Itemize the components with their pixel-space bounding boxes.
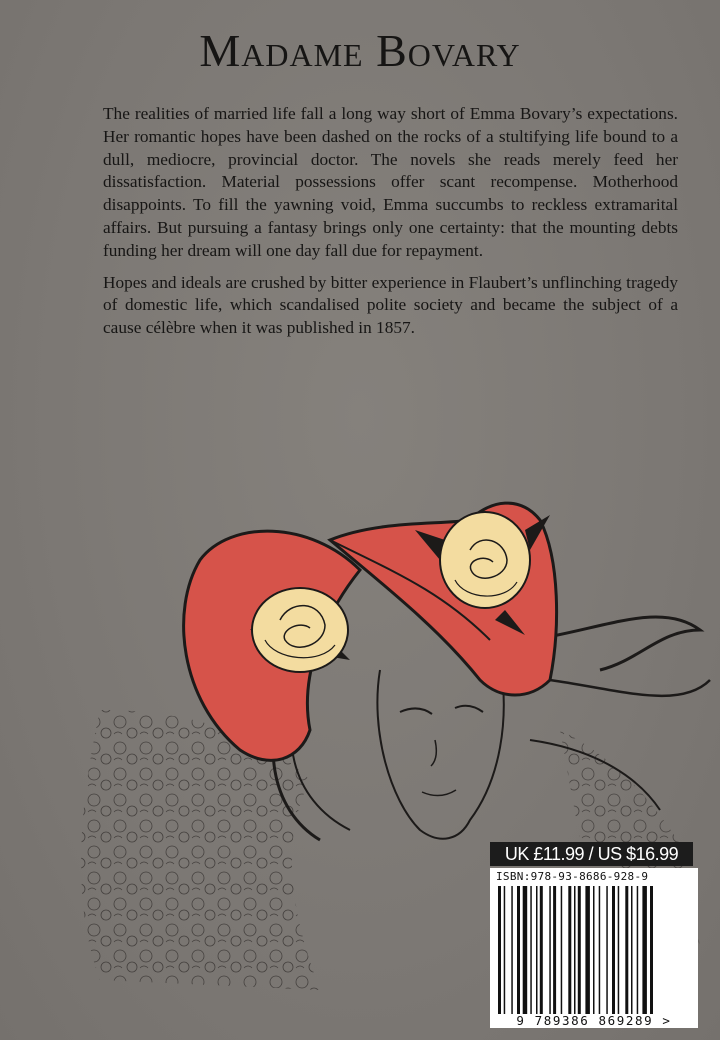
barcode-bar [612, 886, 615, 1014]
face-outline [377, 660, 503, 839]
barcode-bar [618, 886, 620, 1014]
barcode-bar [606, 886, 608, 1014]
barcode [490, 868, 698, 1028]
barcode-bar [593, 886, 595, 1014]
barcode-bar [585, 886, 590, 1014]
barcode-bar [625, 886, 628, 1014]
barcode-bar [574, 886, 576, 1014]
barcode-bar [498, 886, 501, 1014]
barcode-bar [578, 886, 581, 1014]
barcode-bar [536, 886, 538, 1014]
barcode-bar [530, 886, 532, 1014]
barcode-bar [599, 886, 601, 1014]
barcode-bar [504, 886, 506, 1014]
barcode-bar [540, 886, 543, 1014]
barcode-bar [511, 886, 513, 1014]
barcode-bar [523, 886, 528, 1014]
barcode-bar [553, 886, 556, 1014]
barcode-bar [642, 886, 647, 1014]
barcode-bar [568, 886, 571, 1014]
barcode-bar [637, 886, 639, 1014]
blurb-paragraph-2: Hopes and ideals are crushed by bitter experience in Flaubert’s unflinching tragedy of domestic life, which scandalised polite society and became the subject of a cause célèbre when it was published in 1857. [103, 272, 678, 338]
barcode-bar [517, 886, 520, 1014]
isbn-label: ISBN:978-93-8686-928-9 [496, 870, 649, 883]
book-title: Madame Bovary [199, 25, 521, 76]
barcode-bar [549, 886, 551, 1014]
blurb [103, 103, 678, 349]
price-label: UK £11.99 / US $16.99 [490, 842, 693, 866]
barcode-bar [631, 886, 633, 1014]
barcode-bars [496, 886, 692, 1016]
barcode-bar [650, 886, 653, 1014]
rose-left [250, 588, 350, 672]
blurb-paragraph-1: The realities of married life fall a long way short of Emma Bovary’s expectations. Her romantic hopes have been dashed on the rocks of a stultifying life bound to a dull, mediocre, provincial doctor. The novels she reads merely feed her dissatisfaction. Material possessions offer scant recompense. Motherhood disappoints. To fill the yawning void, Emma succumbs to reckless extramarital affairs. But pursuing a fantasy brings only one certainty: that the mounting debts funding her dream will one day fall due for repayment. [103, 104, 678, 260]
barcode-bar [561, 886, 563, 1014]
barcode-digits: 9 789386 869289 > [516, 1013, 672, 1028]
